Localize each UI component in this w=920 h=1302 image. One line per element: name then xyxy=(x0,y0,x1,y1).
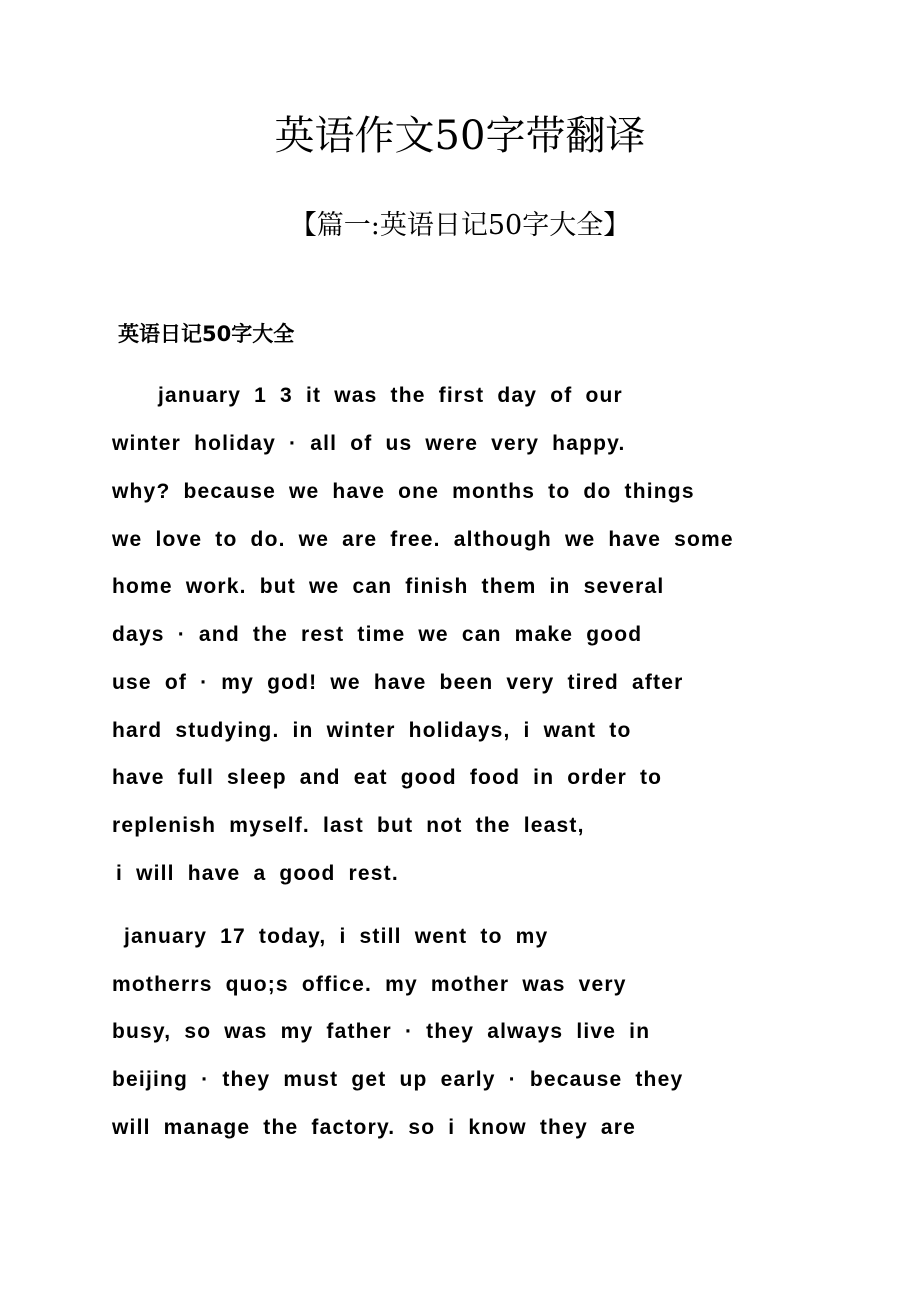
text-line: busy, so was my father · they always live in xyxy=(112,1020,651,1043)
text-line: winter holiday · all of us were very happy. xyxy=(112,432,626,455)
text-line: home work. but we can finish them in several xyxy=(112,575,665,598)
text-line: i will have a good rest. xyxy=(116,862,399,885)
text-line: hard studying. in winter holidays, i want to xyxy=(112,719,632,742)
section-heading: 英语日记50字大全 xyxy=(118,322,295,346)
text-line: days · and the rest time we can make good xyxy=(112,623,643,646)
text-line: january 1 3 it was the first day of our xyxy=(158,384,623,407)
text-line: beijing · they must get up early · because they xyxy=(112,1068,684,1091)
text-line: january 17 today, i still went to my xyxy=(124,925,549,948)
text-line: have full sleep and eat good food in order to xyxy=(112,766,663,789)
document-title: 英语作文50字带翻译 xyxy=(274,113,646,159)
text-line: replenish myself. last but not the least, xyxy=(112,814,585,837)
text-line: motherrs quo;s office. my mother was very xyxy=(112,973,627,996)
section-subtitle: 【篇一:英语日记50字大全】 xyxy=(289,210,631,241)
text-line: will manage the factory. so i know they are xyxy=(112,1116,636,1139)
text-line: use of · my god! we have been very tired after xyxy=(112,671,684,694)
text-line: why? because we have one months to do things xyxy=(112,480,695,503)
text-line: we love to do. we are free. although we have some xyxy=(112,528,734,551)
